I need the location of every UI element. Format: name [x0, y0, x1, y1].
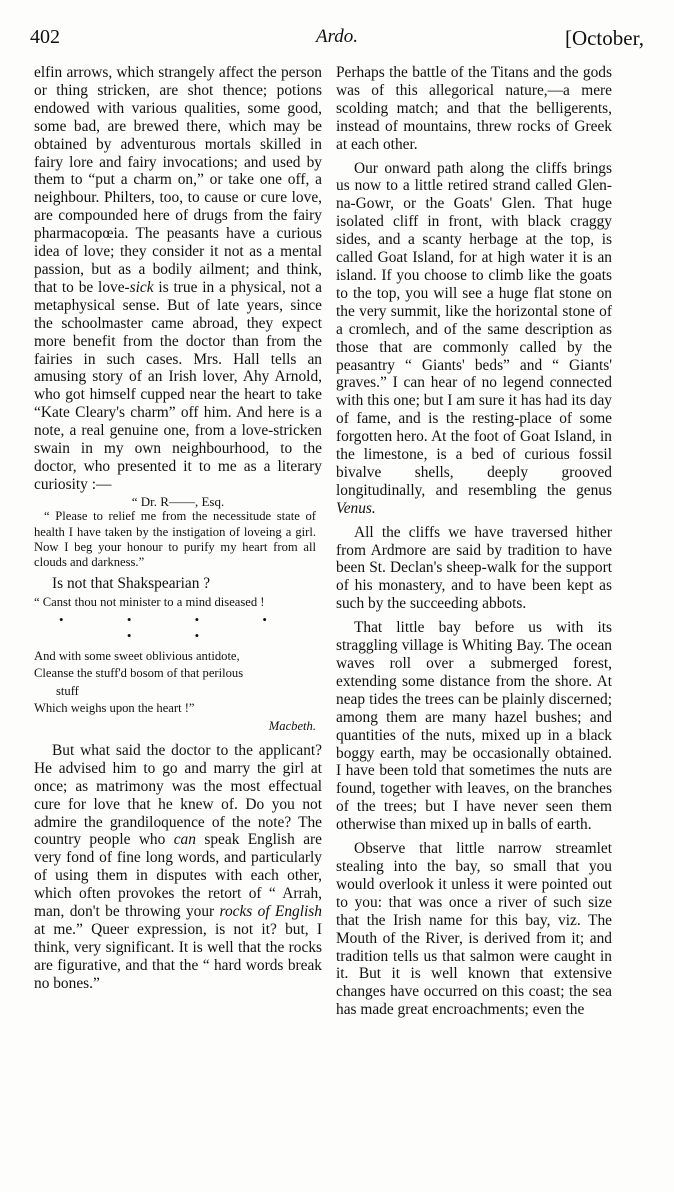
paragraph: Perhaps the battle of the Titans and the gods was of this allegorical nature,—a mere scolding match; and that the belligerents, instead of mountains, threw rocks of Greek at each other. — [336, 64, 612, 153]
running-month: [October, — [564, 26, 644, 50]
paragraph: Is not that Shakspearian ? — [52, 574, 211, 592]
left-column — [34, 64, 322, 993]
right-column — [336, 64, 612, 1019]
verse-line: Which weighs upon the heart !” — [34, 701, 195, 716]
verse-line: “ Canst thou not minister to a mind diseased ! — [34, 594, 265, 609]
paragraph: elfin arrows, which strangely affect the person or thing stricken, are shot thence; potions endowed with various qualities, some good, some bad, are brewed there, which may be obtained by adventurous mortals skilled in fairy lore and fairy invocations; and used by them to “put a charm on,” or take one off, a neighbour. Philters, too, to cause or cure love, are compounded here of drugs from the fairy pharmacopœia. The peasants have a curious idea of love; they consider it not as a mental passion, but as a bodily ailment; and think, that to be love-sick is true in a physical, not a metaphysical sense. But of late years, since the schoolmaster came abroad, they expect more benefit from the doctor than from the fairies in such cases. Mrs. Hall tells an amusing story of an Irish lover, Ahy Arnold, who got himself cupped near the heart to take “Kate Cleary's charm” off him. And here is a note, a real genuine one, from a love-stricken swain in my own neighbourhood, to the doctor, who presented it to me as a literary curiosity :— — [34, 64, 322, 493]
quote-attribution: Macbeth. — [268, 718, 316, 733]
running-title: Ardo. — [315, 26, 359, 47]
paragraph: That little bay before us with its straggling village is Whiting Bay. The ocean waves roll over a submerged forest, extending some distance from the shore. At neap tides the trees can be plainly discerned; among them are many hazel bushes; and quantities of the nuts, mixed up in a black boggy earth, may be occasionally obtained. I have been told that sometimes the nuts are found, together with leaves, on the branches of the trees; but I have never seen them otherwise than mixed up in balls of earth. — [336, 619, 612, 834]
paragraph: Observe that little narrow streamlet stealing into the bay, so small that you would overlook it unless it were pointed out to you: that was once a river of such size that the Irish name for this bay, viz. The Mouth of the River, is derived from it; and tradition tells us that salmon were caught in it. But it is well known that extensive changes have occurred on this coast; the sea has made great encroachments; even the — [336, 840, 612, 1019]
note-salutation: “ Dr. R——, Esq. — [131, 493, 225, 509]
paragraph: All the cliffs we have traversed hither from Ardmore are said by tradition to have been St. Declan's sheep-walk for the support of his monastery, and to have been kept as such by the succeeding abbots. — [336, 523, 612, 613]
ellipsis-stars: • • • • • • — [59, 612, 297, 643]
verse-line: And with some sweet oblivious antidote, — [34, 648, 240, 663]
page-number: 402 — [30, 26, 60, 48]
paragraph: Our onward path along the cliffs brings us now to a little retired strand called Glen-na-Gowr, or the Goats' Glen. That huge isolated cliff in front, with black craggy sides, and a scanty herbage at the top, is called Goat Island, for at high water it is an island. If you choose to climb like the goats to the top, you will see a huge flat stone on the very summit, like the horizontal stone of a cromlech, and of the same description as those that are commonly called by the peasantry “ Giants' beds” and “ Giants' graves.” I can hear of no legend connected with this one; but I am sure it has had its day of fame, and is the resting-place of some forgotten hero. At the foot of Goat Island, in the limestone, is a bed of curious fossil bivalve shells, deeply grooved longitudinally, and resembling the genus Venus. — [336, 159, 612, 517]
paragraph: But what said the doctor to the applicant? He advised him to go and marry the girl at once; as matrimony was the most effectual cure for love that he knew of. Do you not admire the grandiloquence of the note? The country people who can speak English are very fond of fine long words, and particularly of using them in disputes with each other, which often provokes the retort of “ Arrah, man, don't be throwing your rocks of English at me.” Queer expression, is not it? but, I think, very significant. It is well that the rocks are figurative, and that the “ hard words break no bones.” — [34, 741, 322, 992]
running-header — [30, 26, 644, 54]
quoted-note: “ Please to relief me from the necessitude state of health I have taken by the instigation of loveing a girl. Now I beg your honour to purify my heart from all clouds and darkness.” — [34, 509, 316, 570]
verse-line: Cleanse the stuff'd bosom of that perilous — [34, 666, 244, 681]
verse-line: stuff — [56, 683, 79, 698]
